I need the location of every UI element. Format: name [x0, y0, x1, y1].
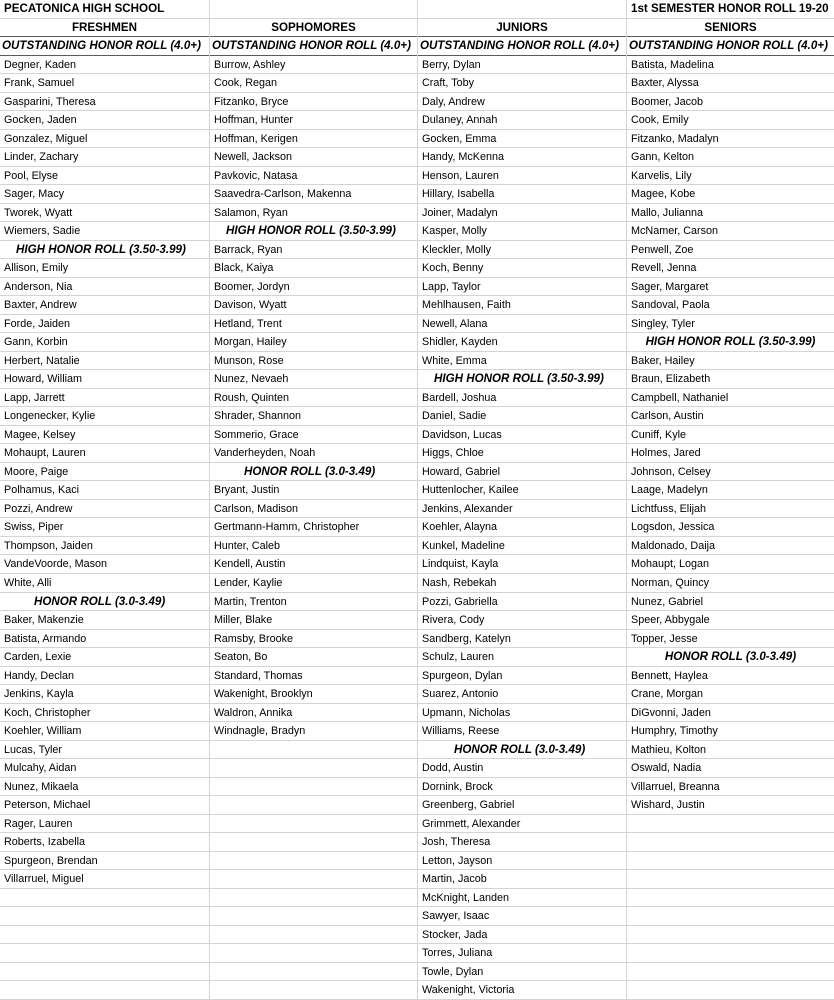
empty-cell: [210, 889, 417, 908]
empty-cell: [627, 852, 834, 871]
student-name: Kleckler, Molly: [418, 241, 626, 260]
student-name: Koch, Benny: [418, 259, 626, 278]
student-name: Black, Kaiya: [210, 259, 417, 278]
student-name: Dornink, Brock: [418, 778, 626, 797]
student-name: Jenkins, Alexander: [418, 500, 626, 519]
section-heading: HONOR ROLL (3.0-3.49): [627, 648, 834, 667]
student-name: Davidson, Lucas: [418, 426, 626, 445]
empty-cell: [627, 889, 834, 908]
student-name: Munson, Rose: [210, 352, 417, 371]
student-name: Martin, Trenton: [210, 593, 417, 612]
empty-cell: [210, 944, 417, 963]
student-name: Sawyer, Isaac: [418, 907, 626, 926]
student-name: Norman, Quincy: [627, 574, 834, 593]
empty-cell: [0, 889, 209, 908]
section-heading: HIGH HONOR ROLL (3.50-3.99): [418, 370, 626, 389]
student-name: Koch, Christopher: [0, 704, 209, 723]
student-name: Shidler, Kayden: [418, 333, 626, 352]
student-name: Mallo, Julianna: [627, 204, 834, 223]
student-name: Newell, Jackson: [210, 148, 417, 167]
empty-cell: [210, 759, 417, 778]
student-name: Allison, Emily: [0, 259, 209, 278]
student-name: Herbert, Natalie: [0, 352, 209, 371]
student-name: Dodd, Austin: [418, 759, 626, 778]
school-name: PECATONICA HIGH SCHOOL: [0, 0, 209, 19]
empty-cell: [627, 815, 834, 834]
empty-cell: [210, 741, 417, 760]
student-name: Waldron, Annika: [210, 704, 417, 723]
section-heading: HONOR ROLL (3.0-3.49): [0, 593, 209, 612]
student-name: Batista, Armando: [0, 630, 209, 649]
student-name: Joiner, Madalyn: [418, 204, 626, 223]
student-name: Wakenight, Victoria: [418, 981, 626, 1000]
student-name: Seaton, Bo: [210, 648, 417, 667]
student-name: Handy, McKenna: [418, 148, 626, 167]
student-name: Carlson, Madison: [210, 500, 417, 519]
student-name: Howard, William: [0, 370, 209, 389]
student-name: Lapp, Jarrett: [0, 389, 209, 408]
student-name: Moore, Paige: [0, 463, 209, 482]
student-name: Rivera, Cody: [418, 611, 626, 630]
student-name: Hillary, Isabella: [418, 185, 626, 204]
student-name: Saavedra-Carlson, Makenna: [210, 185, 417, 204]
student-name: Lapp, Taylor: [418, 278, 626, 297]
student-name: Lucas, Tyler: [0, 741, 209, 760]
student-name: Miller, Blake: [210, 611, 417, 630]
header-blank-cell: [210, 0, 417, 19]
student-name: Fitzanko, Madalyn: [627, 130, 834, 149]
student-name: Suarez, Antonio: [418, 685, 626, 704]
student-name: Henson, Lauren: [418, 167, 626, 186]
student-name: Greenberg, Gabriel: [418, 796, 626, 815]
student-name: Roush, Quinten: [210, 389, 417, 408]
section-heading: OUTSTANDING HONOR ROLL (4.0+): [627, 37, 834, 56]
student-name: Linder, Zachary: [0, 148, 209, 167]
student-name: Topper, Jesse: [627, 630, 834, 649]
class-title-sophomores: SOPHOMORES: [210, 19, 417, 38]
empty-cell: [627, 833, 834, 852]
student-name: Humphry, Timothy: [627, 722, 834, 741]
student-name: Mathieu, Kolton: [627, 741, 834, 760]
student-name: Tworek, Wyatt: [0, 204, 209, 223]
student-name: Longenecker, Kylie: [0, 407, 209, 426]
student-name: Stocker, Jada: [418, 926, 626, 945]
student-name: Towle, Dylan: [418, 963, 626, 982]
student-name: Batista, Madelina: [627, 56, 834, 75]
empty-cell: [0, 963, 209, 982]
student-name: Berry, Dylan: [418, 56, 626, 75]
student-name: Sager, Margaret: [627, 278, 834, 297]
student-name: Polhamus, Kaci: [0, 481, 209, 500]
student-name: Barrack, Ryan: [210, 241, 417, 260]
class-title-freshmen: FRESHMEN: [0, 19, 209, 38]
student-name: Williams, Reese: [418, 722, 626, 741]
student-name: Newell, Alana: [418, 315, 626, 334]
student-name: Martin, Jacob: [418, 870, 626, 889]
column-juniors: [417, 0, 626, 1000]
student-name: Kasper, Molly: [418, 222, 626, 241]
student-name: Gocken, Emma: [418, 130, 626, 149]
student-name: Hoffman, Hunter: [210, 111, 417, 130]
student-name: Mohaupt, Lauren: [0, 444, 209, 463]
empty-cell: [0, 907, 209, 926]
student-name: Spurgeon, Brendan: [0, 852, 209, 871]
empty-cell: [627, 907, 834, 926]
section-heading: HIGH HONOR ROLL (3.50-3.99): [627, 333, 834, 352]
student-name: Crane, Morgan: [627, 685, 834, 704]
column-seniors: [626, 0, 834, 1000]
student-name: Dulaney, Annah: [418, 111, 626, 130]
section-heading: HONOR ROLL (3.0-3.49): [418, 741, 626, 760]
section-heading: HIGH HONOR ROLL (3.50-3.99): [210, 222, 417, 241]
student-name: Thompson, Jaiden: [0, 537, 209, 556]
header-blank-cell: [418, 0, 626, 19]
student-name: Pozzi, Gabriella: [418, 593, 626, 612]
student-name: Bryant, Justin: [210, 481, 417, 500]
student-name: Gocken, Jaden: [0, 111, 209, 130]
student-name: Johnson, Celsey: [627, 463, 834, 482]
student-name: Wiemers, Sadie: [0, 222, 209, 241]
student-name: Nunez, Gabriel: [627, 593, 834, 612]
student-name: VandeVoorde, Mason: [0, 555, 209, 574]
student-name: Koehler, Alayna: [418, 518, 626, 537]
empty-cell: [210, 870, 417, 889]
empty-cell: [0, 926, 209, 945]
student-name: Windnagle, Bradyn: [210, 722, 417, 741]
semester-title: 1st SEMESTER HONOR ROLL 19-20: [627, 0, 834, 19]
student-name: Campbell, Nathaniel: [627, 389, 834, 408]
empty-cell: [627, 944, 834, 963]
student-name: Howard, Gabriel: [418, 463, 626, 482]
student-name: Baxter, Andrew: [0, 296, 209, 315]
student-name: Lichtfuss, Elijah: [627, 500, 834, 519]
student-name: Pavkovic, Natasa: [210, 167, 417, 186]
student-name: Schulz, Lauren: [418, 648, 626, 667]
empty-cell: [627, 926, 834, 945]
student-name: Letton, Jayson: [418, 852, 626, 871]
empty-cell: [210, 852, 417, 871]
empty-cell: [210, 907, 417, 926]
student-name: Baker, Hailey: [627, 352, 834, 371]
student-name: Handy, Declan: [0, 667, 209, 686]
student-name: Karvelis, Lily: [627, 167, 834, 186]
student-name: Cook, Emily: [627, 111, 834, 130]
empty-cell: [210, 833, 417, 852]
student-name: Josh, Theresa: [418, 833, 626, 852]
student-name: Craft, Toby: [418, 74, 626, 93]
student-name: Anderson, Nia: [0, 278, 209, 297]
student-name: Maldonado, Daija: [627, 537, 834, 556]
empty-cell: [210, 981, 417, 1000]
student-name: Fitzanko, Bryce: [210, 93, 417, 112]
section-heading: HONOR ROLL (3.0-3.49): [210, 463, 417, 482]
student-name: Burrow, Ashley: [210, 56, 417, 75]
student-name: Morgan, Hailey: [210, 333, 417, 352]
student-name: Gann, Kelton: [627, 148, 834, 167]
student-name: Baker, Makenzie: [0, 611, 209, 630]
student-name: Mohaupt, Logan: [627, 555, 834, 574]
student-name: Sommerio, Grace: [210, 426, 417, 445]
student-name: Holmes, Jared: [627, 444, 834, 463]
student-name: Bardell, Joshua: [418, 389, 626, 408]
student-name: Singley, Tyler: [627, 315, 834, 334]
student-name: Roberts, Izabella: [0, 833, 209, 852]
student-name: Standard, Thomas: [210, 667, 417, 686]
student-name: Spurgeon, Dylan: [418, 667, 626, 686]
student-name: Braun, Elizabeth: [627, 370, 834, 389]
student-name: Revell, Jenna: [627, 259, 834, 278]
student-name: Wakenight, Brooklyn: [210, 685, 417, 704]
section-heading: OUTSTANDING HONOR ROLL (4.0+): [0, 37, 209, 56]
student-name: Nunez, Mikaela: [0, 778, 209, 797]
empty-cell: [210, 926, 417, 945]
student-name: Gann, Korbin: [0, 333, 209, 352]
student-name: White, Emma: [418, 352, 626, 371]
empty-cell: [627, 981, 834, 1000]
student-name: Koehler, William: [0, 722, 209, 741]
student-name: Degner, Kaden: [0, 56, 209, 75]
student-name: Pool, Elyse: [0, 167, 209, 186]
student-name: Sager, Macy: [0, 185, 209, 204]
student-name: DiGvonni, Jaden: [627, 704, 834, 723]
class-title-juniors: JUNIORS: [418, 19, 626, 38]
student-name: Salamon, Ryan: [210, 204, 417, 223]
student-name: Logsdon, Jessica: [627, 518, 834, 537]
student-name: Ramsby, Brooke: [210, 630, 417, 649]
student-name: Pozzi, Andrew: [0, 500, 209, 519]
section-heading: OUTSTANDING HONOR ROLL (4.0+): [418, 37, 626, 56]
student-name: Swiss, Piper: [0, 518, 209, 537]
student-name: Hoffman, Kerigen: [210, 130, 417, 149]
student-name: Mulcahy, Aidan: [0, 759, 209, 778]
column-freshmen: [0, 0, 209, 1000]
column-sophomores: [209, 0, 417, 1000]
student-name: Baxter, Alyssa: [627, 74, 834, 93]
empty-cell: [0, 944, 209, 963]
empty-cell: [210, 963, 417, 982]
student-name: McNamer, Carson: [627, 222, 834, 241]
student-name: Villarruel, Miguel: [0, 870, 209, 889]
student-name: Forde, Jaiden: [0, 315, 209, 334]
empty-cell: [627, 870, 834, 889]
student-name: Gertmann-Hamm, Christopher: [210, 518, 417, 537]
student-name: Nash, Rebekah: [418, 574, 626, 593]
empty-cell: [210, 778, 417, 797]
student-name: Carlson, Austin: [627, 407, 834, 426]
student-name: Cook, Regan: [210, 74, 417, 93]
student-name: McKnight, Landen: [418, 889, 626, 908]
student-name: Sandberg, Katelyn: [418, 630, 626, 649]
student-name: Daly, Andrew: [418, 93, 626, 112]
student-name: White, Alli: [0, 574, 209, 593]
section-heading: OUTSTANDING HONOR ROLL (4.0+): [210, 37, 417, 56]
student-name: Gasparini, Theresa: [0, 93, 209, 112]
student-name: Upmann, Nicholas: [418, 704, 626, 723]
student-name: Higgs, Chloe: [418, 444, 626, 463]
student-name: Wishard, Justin: [627, 796, 834, 815]
student-name: Frank, Samuel: [0, 74, 209, 93]
class-title-seniors: SENIORS: [627, 19, 834, 38]
student-name: Villarruel, Breanna: [627, 778, 834, 797]
student-name: Nunez, Nevaeh: [210, 370, 417, 389]
student-name: Shrader, Shannon: [210, 407, 417, 426]
section-heading: HIGH HONOR ROLL (3.50-3.99): [0, 241, 209, 260]
student-name: Gonzalez, Miguel: [0, 130, 209, 149]
student-name: Cuniff, Kyle: [627, 426, 834, 445]
student-name: Hunter, Caleb: [210, 537, 417, 556]
empty-cell: [627, 963, 834, 982]
student-name: Magee, Kobe: [627, 185, 834, 204]
student-name: Bennett, Haylea: [627, 667, 834, 686]
empty-cell: [210, 815, 417, 834]
student-name: Lender, Kaylie: [210, 574, 417, 593]
student-name: Hetland, Trent: [210, 315, 417, 334]
student-name: Speer, Abbygale: [627, 611, 834, 630]
student-name: Penwell, Zoe: [627, 241, 834, 260]
student-name: Kunkel, Madeline: [418, 537, 626, 556]
student-name: Lindquist, Kayla: [418, 555, 626, 574]
empty-cell: [210, 796, 417, 815]
student-name: Boomer, Jacob: [627, 93, 834, 112]
student-name: Rager, Lauren: [0, 815, 209, 834]
student-name: Magee, Kelsey: [0, 426, 209, 445]
student-name: Mehlhausen, Faith: [418, 296, 626, 315]
student-name: Vanderheyden, Noah: [210, 444, 417, 463]
student-name: Sandoval, Paola: [627, 296, 834, 315]
student-name: Oswald, Nadia: [627, 759, 834, 778]
student-name: Kendell, Austin: [210, 555, 417, 574]
student-name: Peterson, Michael: [0, 796, 209, 815]
student-name: Laage, Madelyn: [627, 481, 834, 500]
student-name: Huttenlocher, Kailee: [418, 481, 626, 500]
student-name: Grimmett, Alexander: [418, 815, 626, 834]
empty-cell: [0, 981, 209, 1000]
student-name: Torres, Juliana: [418, 944, 626, 963]
student-name: Davison, Wyatt: [210, 296, 417, 315]
student-name: Jenkins, Kayla: [0, 685, 209, 704]
student-name: Daniel, Sadie: [418, 407, 626, 426]
student-name: Boomer, Jordyn: [210, 278, 417, 297]
student-name: Carden, Lexie: [0, 648, 209, 667]
